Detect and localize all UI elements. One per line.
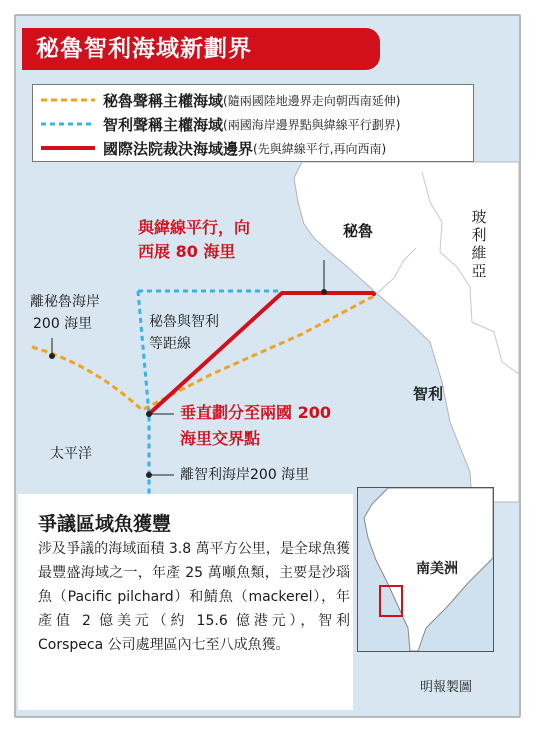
label-peru: 秘魯 xyxy=(343,222,374,240)
point-peru-200 xyxy=(49,353,55,359)
legend-note: (兩國海岸邊界點與緯線平行劃界) xyxy=(223,117,401,132)
legend-swatch-blue xyxy=(41,121,95,127)
parallel-note-line2: 西展 80 海里 xyxy=(138,242,236,261)
equidistant-line2: 等距線 xyxy=(149,336,191,352)
equidistant-line1: 秘魯與智利 xyxy=(149,314,219,330)
peru-200-line2: 200 海里 xyxy=(33,316,93,332)
legend-note: (先與緯線平行,再向西南) xyxy=(253,141,387,156)
peru-200-line1: 離秘魯海岸 xyxy=(30,294,100,310)
vertical-note-line1: 垂直劃分至兩國 200 xyxy=(180,403,331,422)
map-title: 秘魯智利海域新劃界 xyxy=(22,28,380,70)
legend-label: 國際法院裁決海域邊界 xyxy=(103,139,254,158)
legend-swatch-red xyxy=(41,145,95,151)
label-south-america: 南美洲 xyxy=(416,561,458,577)
chile-200-label: 離智利海岸200 海里 xyxy=(180,467,310,483)
legend-item-court-boundary xyxy=(33,137,386,159)
legend-swatch-orange xyxy=(41,97,95,103)
label-chile: 智利 xyxy=(413,385,444,403)
locator-inset-map xyxy=(357,487,494,652)
legend-note: (隨兩國陸地邊界走向朝西南延伸) xyxy=(223,93,401,108)
point-parallel xyxy=(321,289,327,295)
panel-heading: 爭議區域魚獲豐 xyxy=(38,513,172,535)
vertical-note-line2: 海里交界點 xyxy=(180,429,261,448)
panel-body: 涉及爭議的海域面積 3.8 萬平方公里，是全球魚獲最豐盛海域之一，年產 25 萬噸魚類，主要是沙瑙魚（Pacific pilchard）和鯖魚（mackerel），年產值 2 億美元（約 15.6 億港元），智利 Corspeca 公司處理區內七至八成魚獲。 xyxy=(38,541,350,653)
legend-item-peru-claim xyxy=(33,89,400,111)
legend-label: 秘魯聲稱主權海域 xyxy=(103,91,224,110)
credit: 明報製圖 xyxy=(420,680,473,695)
point-coast xyxy=(372,292,376,296)
label-pacific: 太平洋 xyxy=(50,446,92,462)
legend-label: 智利聲稱主權海域 xyxy=(103,115,224,134)
label-bolivia: 玻利維亞 xyxy=(471,208,487,280)
legend-item-chile-claim xyxy=(33,113,400,135)
legend xyxy=(32,84,474,162)
point-vertical xyxy=(146,411,152,417)
point-chile-200 xyxy=(146,472,152,478)
parallel-note-line1: 與緯線平行，向 xyxy=(138,218,251,237)
